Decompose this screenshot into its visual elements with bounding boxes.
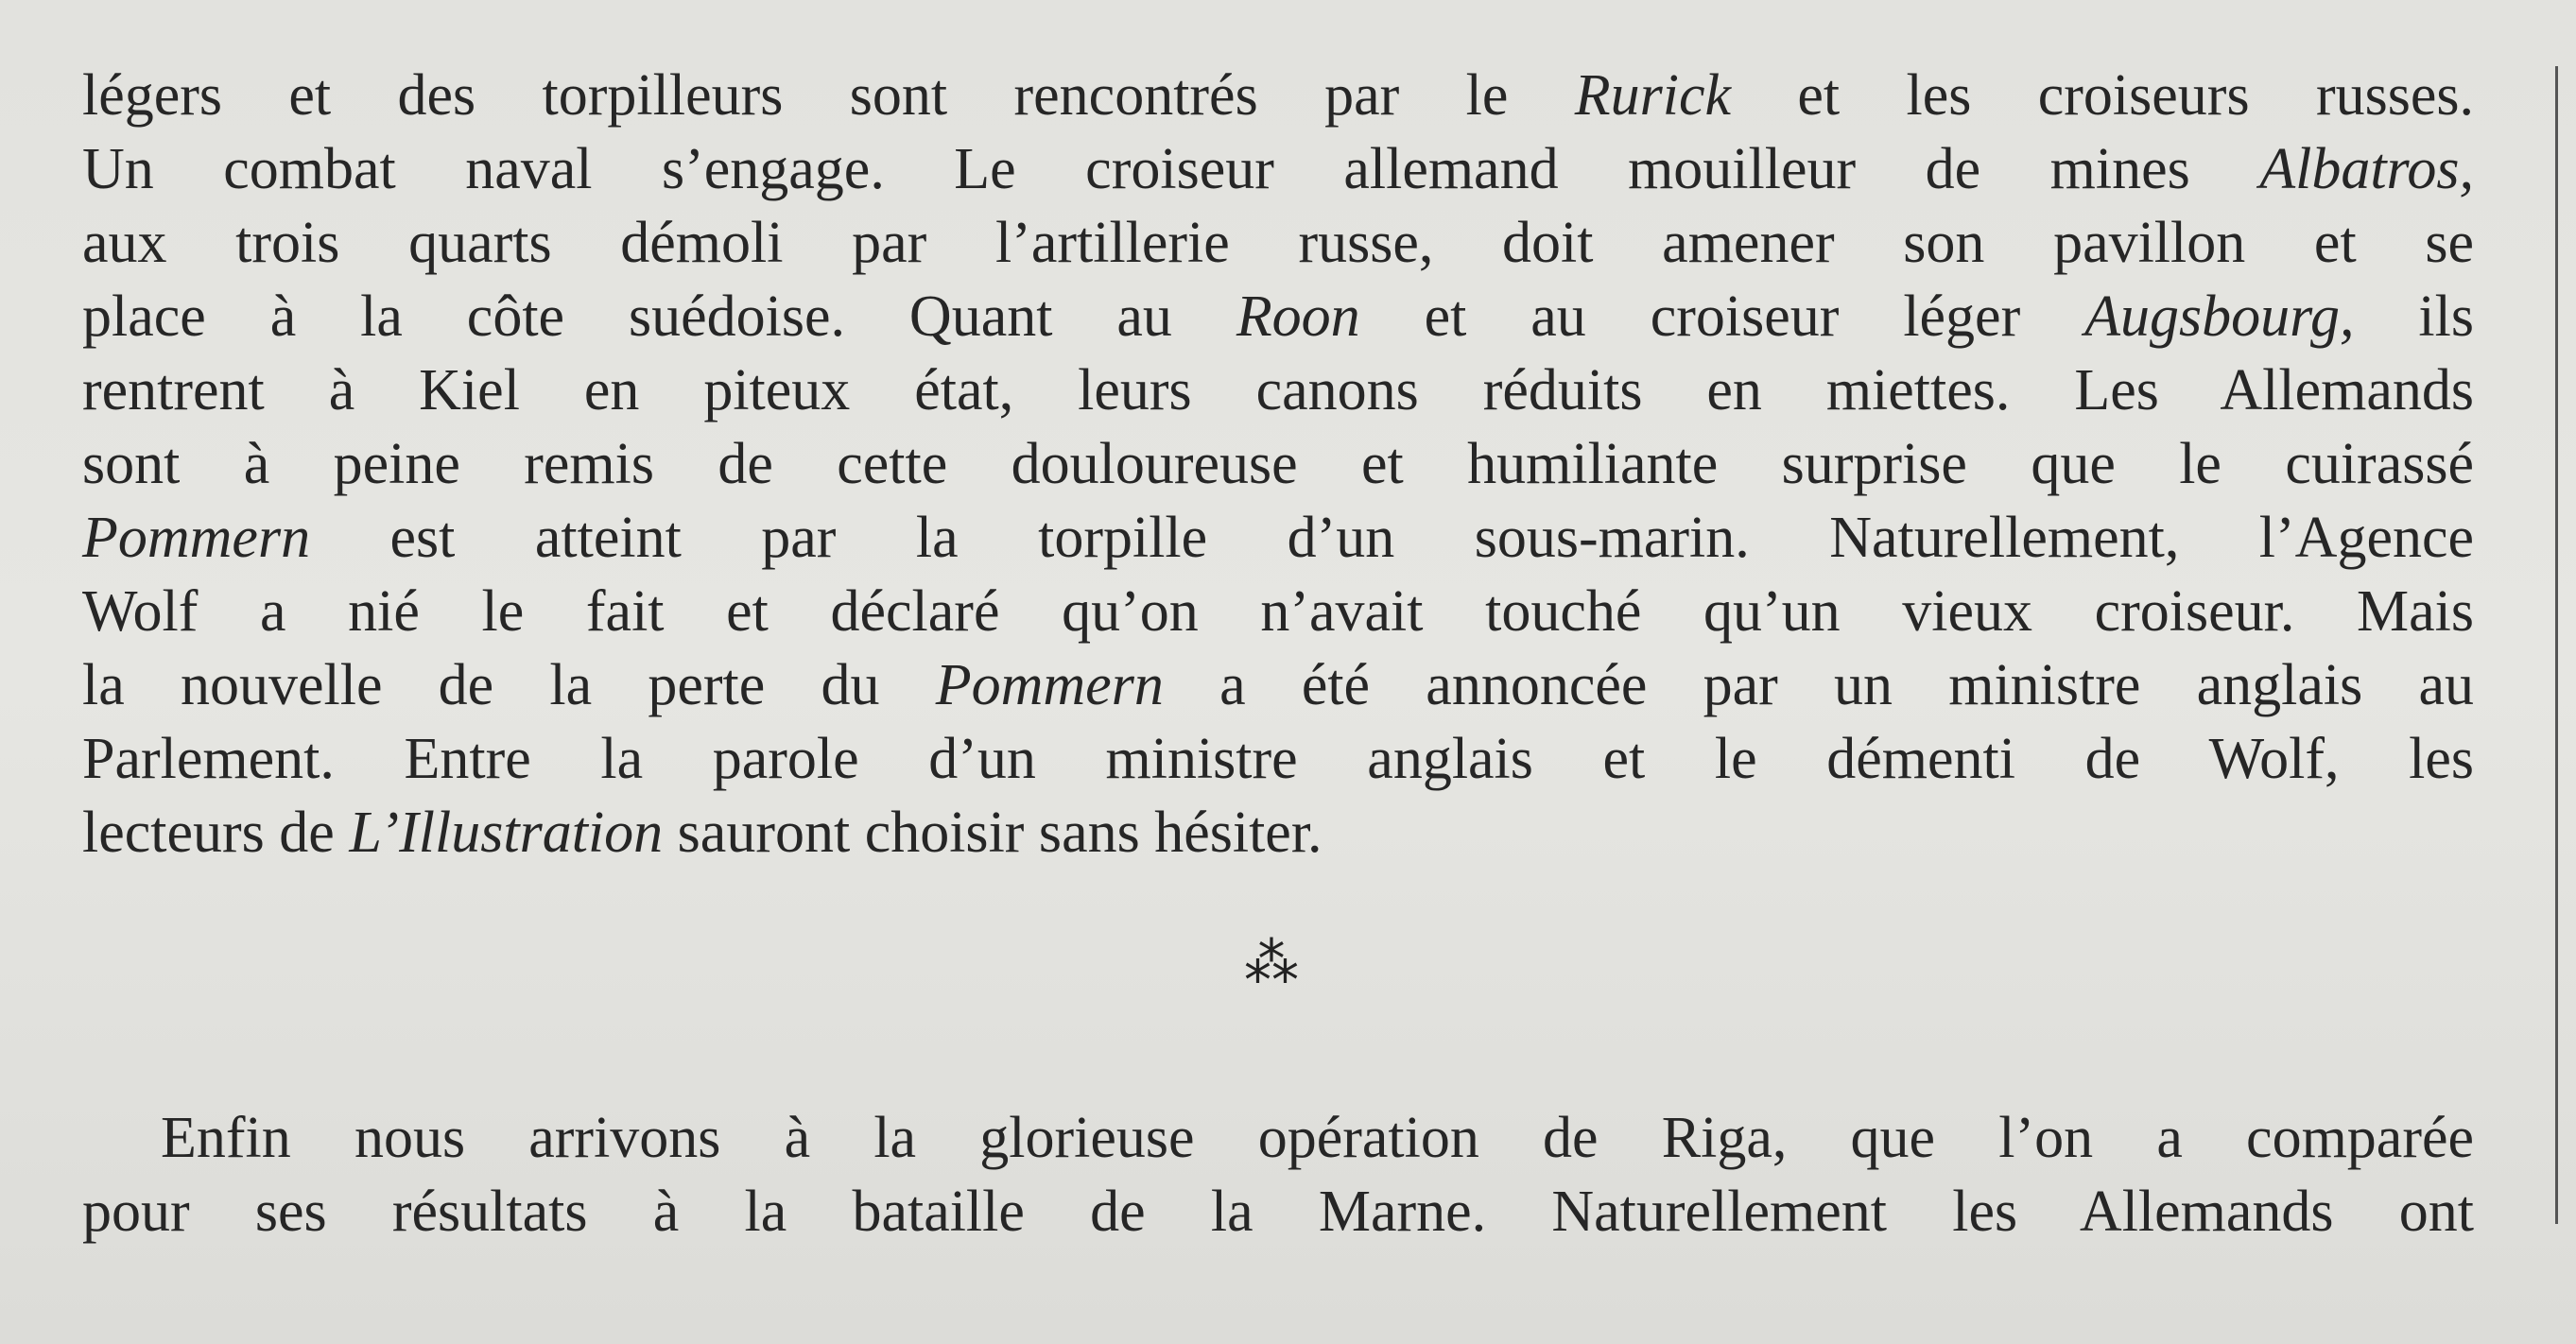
- text-segment: lecteurs de: [82, 801, 350, 865]
- paragraph-1: [82, 59, 2474, 870]
- text-segment: et au croiseur léger: [1359, 284, 2085, 349]
- text-segment: pour ses résultats à la bataille de la Marne. Naturellement les Allemands ont: [82, 1180, 2474, 1244]
- italic-title: Albatros,: [2259, 137, 2474, 201]
- text-line: [82, 280, 2474, 353]
- paragraph-2: [82, 1101, 2474, 1249]
- italic-title: Pommern: [935, 653, 1164, 717]
- text-segment: Un combat naval s’engage. Le croiseur allemand mouilleur de mines: [82, 137, 2260, 201]
- text-line: [82, 796, 2474, 870]
- text-line: [82, 206, 2474, 280]
- text-segment: sont à peine remis de cette douloureuse et humiliante surprise que le cuirassé: [82, 432, 2474, 496]
- asterism-separator: ⁂: [1244, 933, 1299, 994]
- text-line: [82, 59, 2474, 132]
- text-segment: et les croiseurs russes.: [1731, 63, 2474, 128]
- text-line: [82, 648, 2474, 722]
- text-line: [82, 353, 2474, 427]
- text-segment: est atteint par la torpille d’un sous-marin. Naturellement, l’Agence: [310, 506, 2474, 570]
- italic-title: Pommern: [82, 506, 311, 570]
- text-line: [82, 1101, 2474, 1175]
- text-segment: la nouvelle de la perte du: [82, 653, 936, 717]
- italic-title: Rurick: [1574, 63, 1732, 128]
- text-segment: Wolf a nié le fait et déclaré qu’on n’avait touché qu’un vieux croiseur. Mais: [82, 579, 2474, 644]
- italic-title: L’Illustration: [349, 801, 664, 865]
- text-segment: aux trois quarts démoli par l’artillerie russe, doit amener son pavillon et se: [82, 211, 2474, 275]
- text-segment: a été annoncée par un ministre anglais au: [1163, 653, 2474, 717]
- text-line: [82, 1175, 2474, 1249]
- italic-title: Augsbourg,: [2084, 284, 2355, 349]
- text-line: [82, 501, 2474, 575]
- text-segment: Parlement. Entre la parole d’un ministre anglais et le démenti de Wolf, les: [82, 727, 2474, 791]
- text-segment: rentrent à Kiel en piteux état, leurs canons réduits en miettes. Les Allemands: [82, 358, 2474, 422]
- text-segment: légers et des torpilleurs sont rencontrés par le: [82, 63, 1575, 128]
- column-rule: [2555, 66, 2558, 1224]
- text-segment: sauront choisir sans hésiter.: [663, 801, 1323, 865]
- italic-title: Roon: [1236, 284, 1360, 349]
- text-line: [82, 575, 2474, 648]
- text-segment: Enfin nous arrivons à la glorieuse opération de Riga, que l’on a comparée: [161, 1106, 2474, 1170]
- text-line: [82, 722, 2474, 796]
- text-segment: place à la côte suédoise. Quant au: [82, 284, 1236, 349]
- text-segment: ils: [2354, 284, 2474, 349]
- text-line: [82, 132, 2474, 206]
- text-line: [82, 427, 2474, 501]
